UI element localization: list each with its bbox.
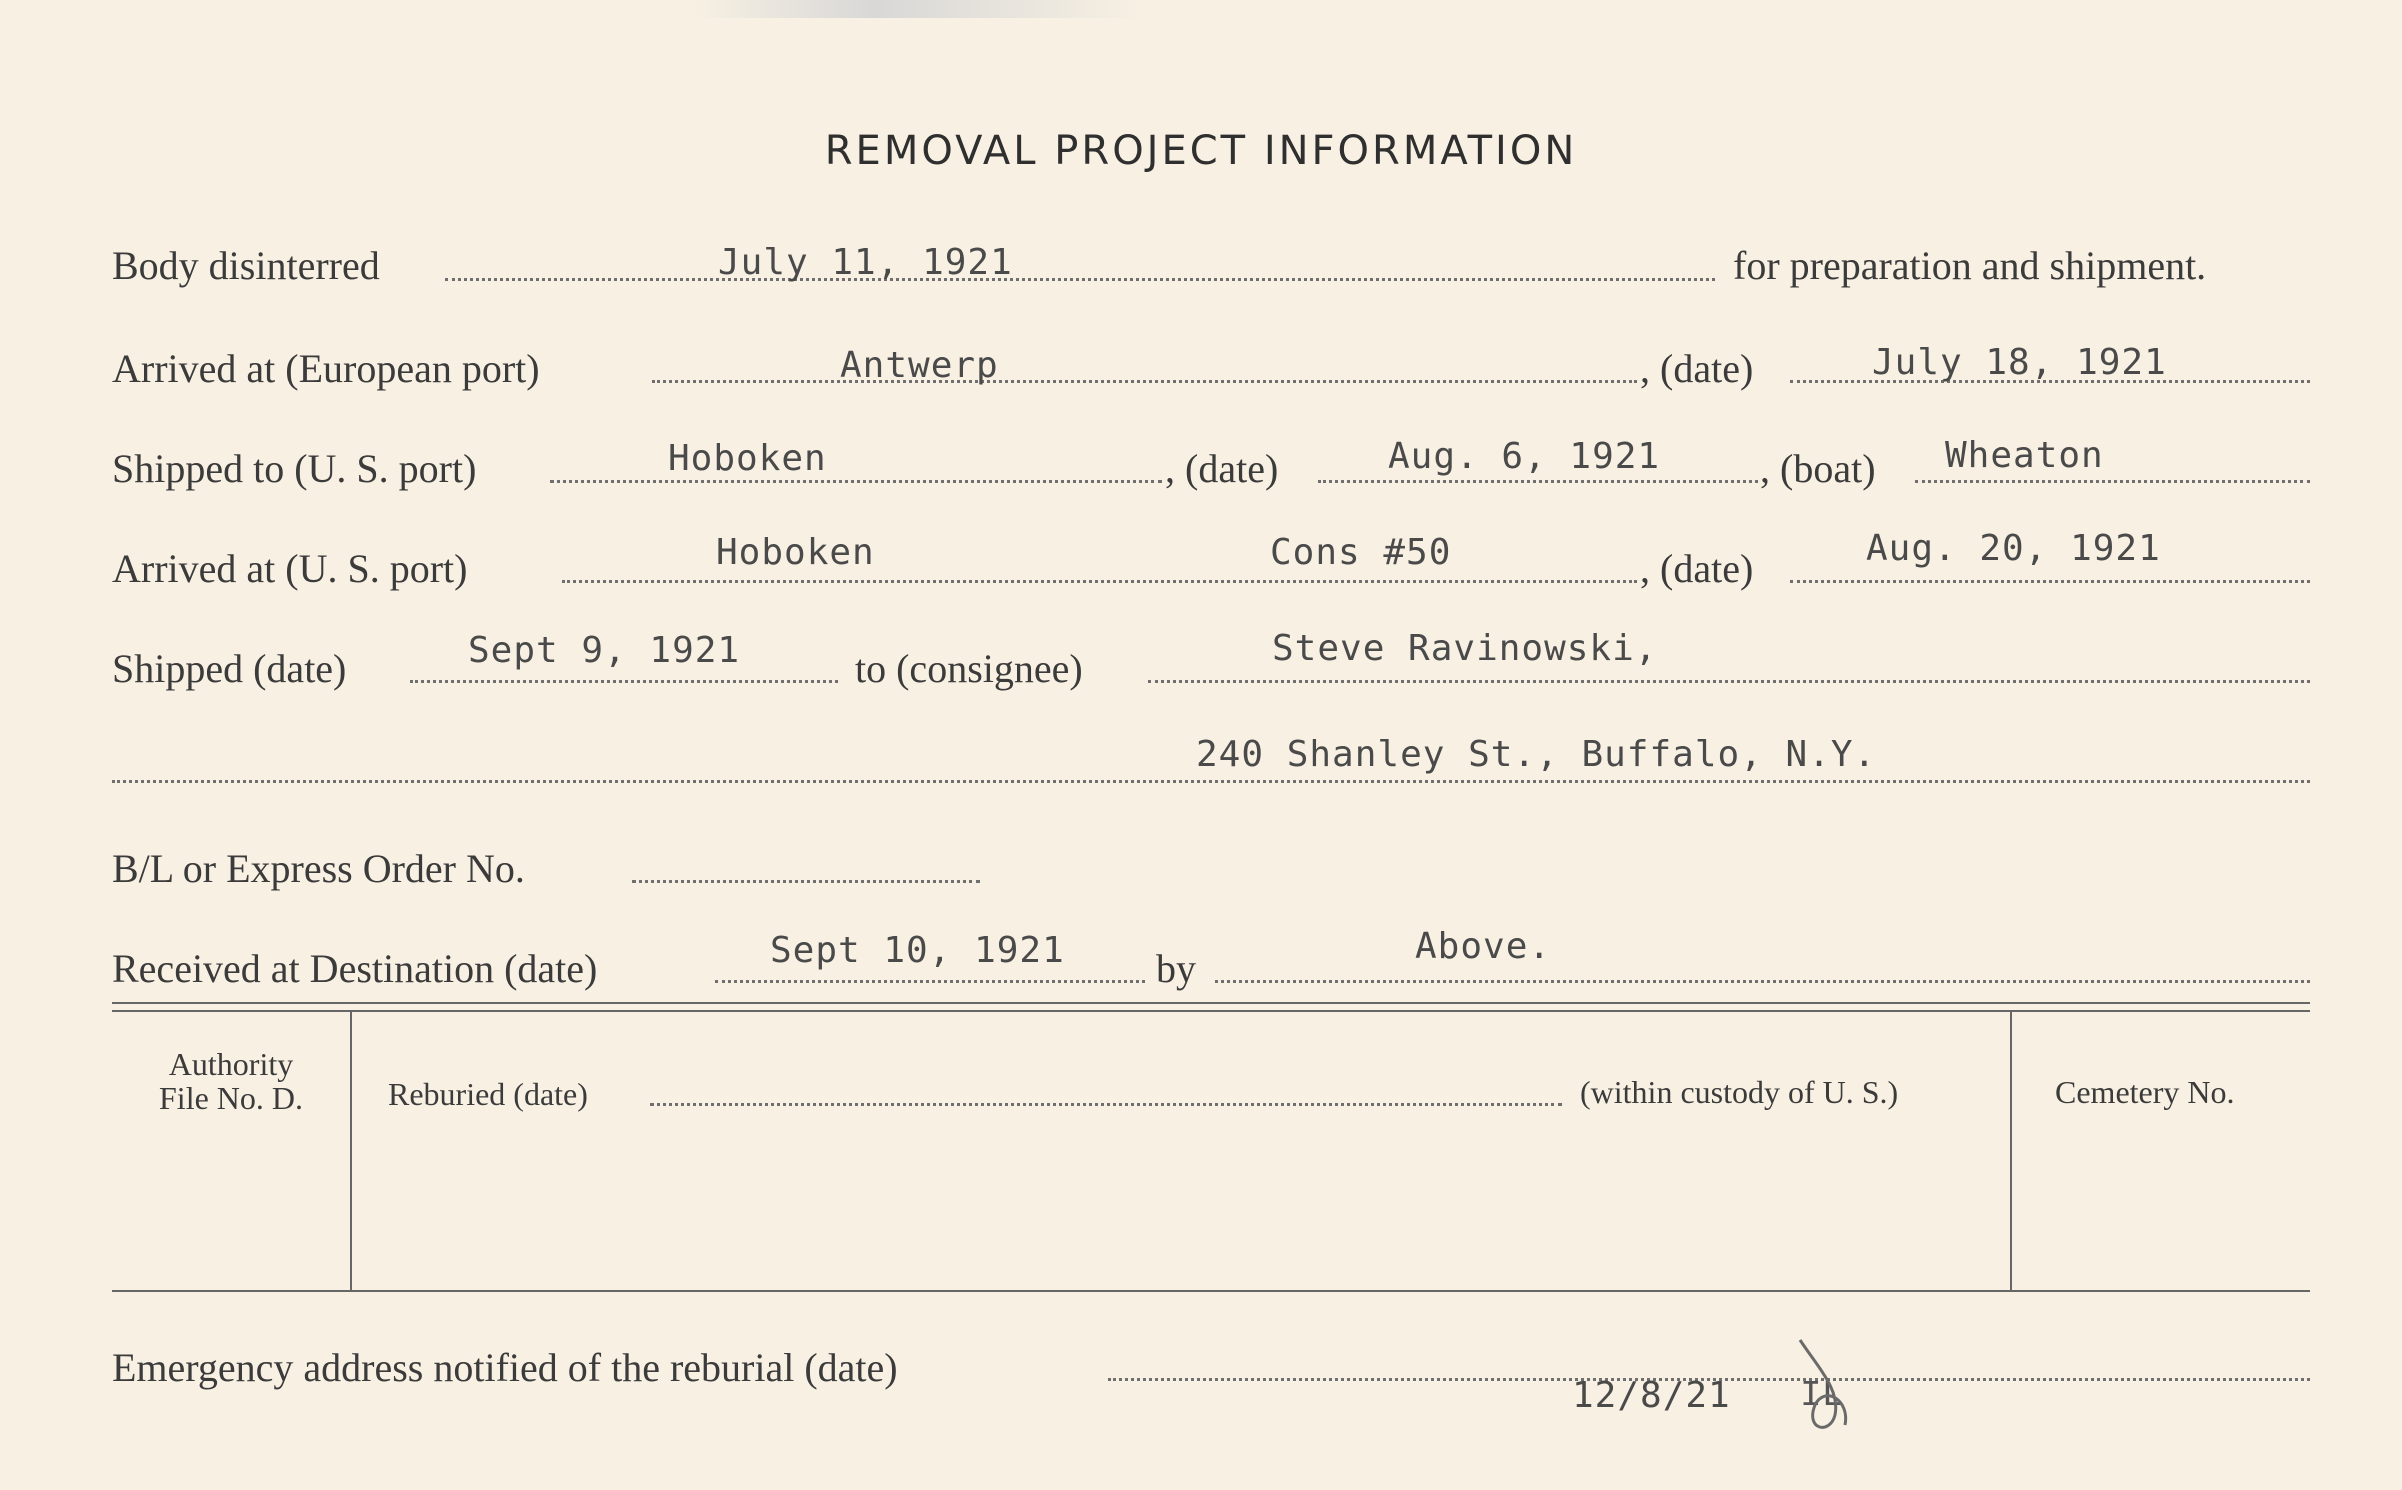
to-consignee-label: to (consignee) <box>855 646 1083 691</box>
shipped-us-date-line <box>1318 480 1758 483</box>
us-port-shipped-value: Hoboken <box>668 438 827 479</box>
shipped-date-label: , (date) <box>1165 446 1279 491</box>
consignee-name-value: Steve Ravinowski, <box>1272 628 1658 669</box>
for-preparation-label: for preparation and shipment. <box>1733 243 2207 288</box>
shipped-to-us-label: Shipped to (U. S. port) <box>112 446 477 491</box>
emergency-label: Emergency address notified of the reburial (date) <box>112 1345 898 1390</box>
cons-number-value: Cons #50 <box>1270 532 1452 573</box>
european-port-line <box>652 380 1637 383</box>
arrived-us-date-line <box>1790 580 2310 583</box>
reburied-line <box>650 1103 1562 1106</box>
european-date-value: July 18, 1921 <box>1872 342 2167 383</box>
boat-label: , (boat) <box>1760 446 1876 491</box>
within-custody-label: (within custody of U. S.) <box>1580 1074 1899 1110</box>
shipped-date-value: Sept 9, 1921 <box>468 630 741 671</box>
date-label: (date) <box>1185 446 1279 491</box>
authority-label-line2: File No. D. <box>159 1080 303 1116</box>
disinterred-line <box>445 278 1715 281</box>
bl-order-line <box>632 880 980 883</box>
date-label: (date) <box>1660 346 1754 391</box>
date-label: (date) <box>1660 546 1754 591</box>
received-destination-label: Received at Destination (date) <box>112 946 598 991</box>
body-disinterred-label: Body disinterred <box>112 243 380 288</box>
arrived-us-date-value: Aug. 20, 1921 <box>1866 528 2161 569</box>
box-divider-left <box>350 1012 352 1290</box>
arrived-us-label: Arrived at (U. S. port) <box>112 546 468 591</box>
authority-label-line1: Authority <box>168 1046 294 1082</box>
paper-smudge <box>690 0 1150 18</box>
box-top-rule-2 <box>112 1010 2310 1012</box>
emergency-date-value: 12/8/21 <box>1572 1375 1731 1416</box>
by-label: by <box>1156 946 1196 991</box>
received-by-line <box>1215 980 2310 983</box>
boat-name-value: Wheaton <box>1945 435 2104 476</box>
shipped-date-line <box>410 680 838 683</box>
address-line <box>112 780 2310 783</box>
arrived-european-label: Arrived at (European port) <box>112 346 540 391</box>
received-date-line <box>715 980 1145 983</box>
disinterred-date-value: July 11, 1921 <box>718 242 1013 283</box>
handwritten-mark-icon <box>1790 1330 1870 1440</box>
european-date-label: , (date) <box>1640 346 1754 391</box>
received-date-value: Sept 10, 1921 <box>770 930 1065 971</box>
bl-order-label: B/L or Express Order No. <box>112 846 525 891</box>
cemetery-no-label: Cemetery No. <box>2055 1074 2235 1110</box>
box-bottom-rule <box>112 1290 2310 1292</box>
us-port-arrived-line <box>562 580 1637 583</box>
shipped-date-row-label: Shipped (date) <box>112 646 347 691</box>
arrived-us-date-label: , (date) <box>1640 546 1754 591</box>
european-port-value: Antwerp <box>840 345 999 386</box>
boat-line <box>1915 480 2310 483</box>
us-port-shipped-line <box>550 480 1162 483</box>
consignee-address-value: 240 Shanley St., Buffalo, N.Y. <box>1196 734 1877 775</box>
boat-label-text: (boat) <box>1780 446 1876 491</box>
received-by-value: Above. <box>1415 926 1552 967</box>
consignee-line <box>1148 680 2310 683</box>
us-port-arrived-value: Hoboken <box>716 532 875 573</box>
shipped-us-date-value: Aug. 6, 1921 <box>1388 436 1661 477</box>
card-title: REMOVAL PROJECT INFORMATION <box>824 128 1578 174</box>
emergency-initials-value: IL <box>1800 1375 1844 1416</box>
reburied-label: Reburied (date) <box>388 1076 588 1112</box>
box-top-rule-1 <box>112 1002 2310 1004</box>
box-divider-right <box>2010 1012 2012 1290</box>
